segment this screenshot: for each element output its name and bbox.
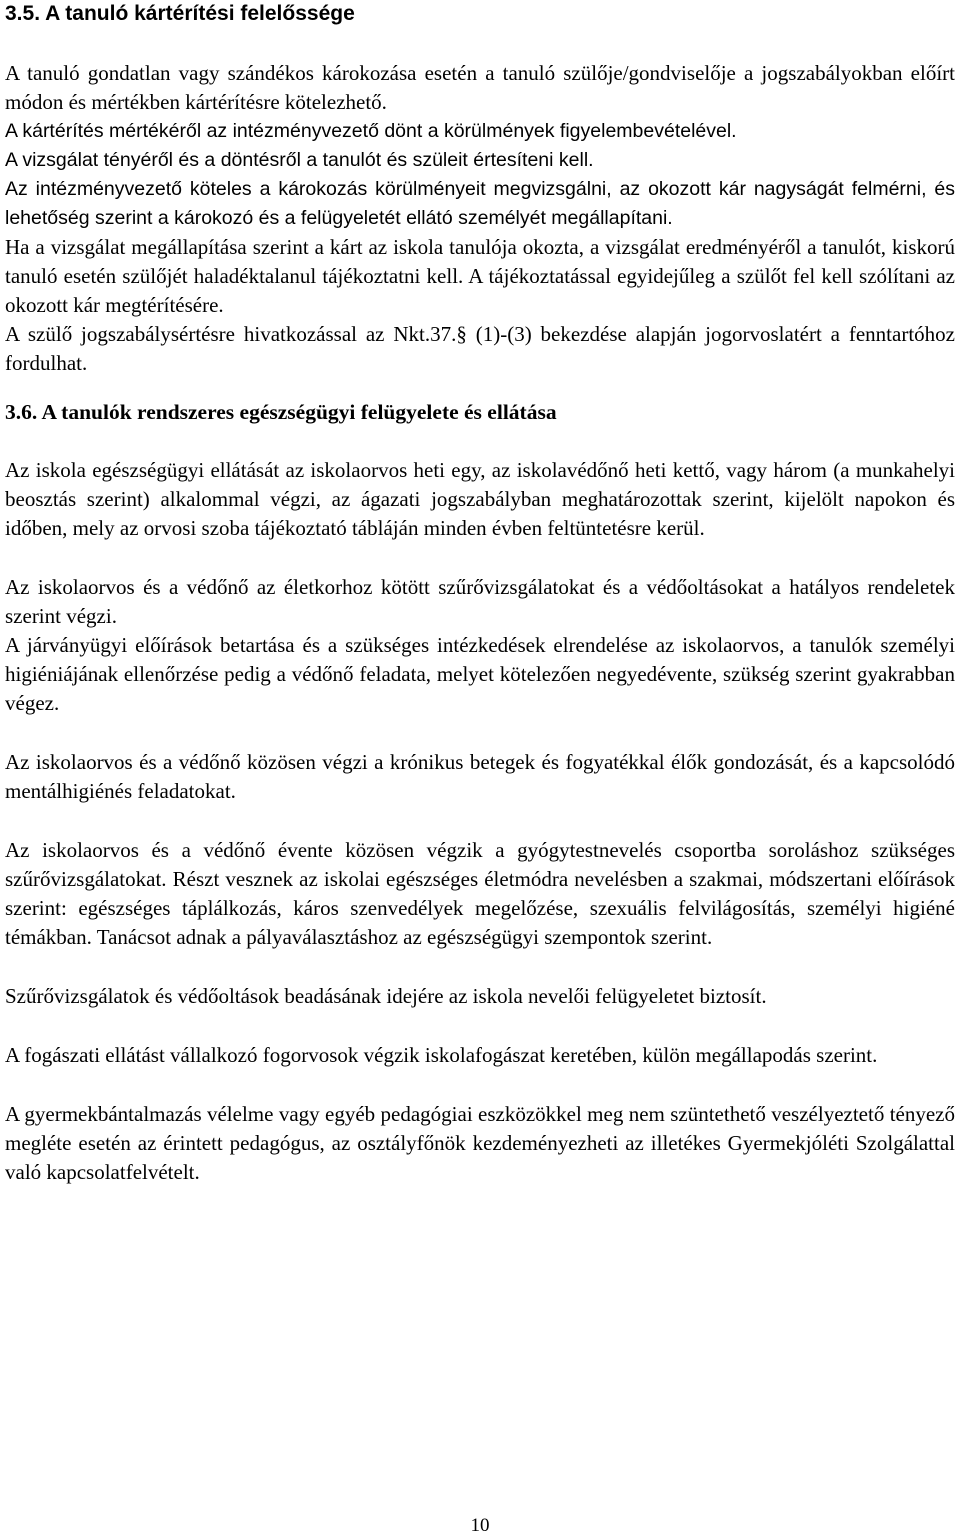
paragraph-chronic-care: Az iskolaorvos és a védőnő közösen végzi a krónikus betegek és fogyatékkal élők gondozását, és a kapcsolódó mentálhigiénés feladatokat.	[5, 750, 955, 803]
section-heading-3-6: 3.6. A tanulók rendszeres egészségügyi felügyelete és ellátása	[5, 400, 557, 424]
document-page	[5, 0, 955, 1187]
paragraph-child-protection: A gyermekbántalmazás vélelme vagy egyéb pedagógiai eszközökkel meg nem szüntethető veszélyeztető tényező megléte esetén az érintett pedagógus, az osztályfőnök kezdeményezheti az illetékes Gyermekjóléti Szolgálattal való kapcsolatfelvételt.	[5, 1102, 955, 1184]
paragraph-legal-remedy: A szülő jogszabálysértésre hivatkozással az Nkt.37.§ (1)-(3) bekezdése alapján jogorvoslatért a fenntartóhoz fordulhat.	[5, 322, 955, 375]
paragraph-notification: A vizsgálat tényéről és a döntésről a tanulót és szüleit értesíteni kell.	[5, 149, 594, 171]
paragraph-school-health-care: Az iskola egészségügyi ellátását az iskolaorvos heti egy, az iskolavédőnő heti kettő, vagy három (a munkahelyi beosztás szerint) alkalommal végzi, az ágazati jogszabályban meghatározottak szerint, kijelölt napokon és időben, mely az orvosi szoba tájékoztató tábláján minden évben feltüntetésre kerül.	[5, 458, 955, 540]
paragraph-investigation-result: Ha a vizsgálat megállapítása szerint a kárt az iskola tanulója okozta, a vizsgálat eredményéről a tanulót, kiskorú tanuló esetén szülőjét haladéktalanul tájékoztatni kell. A tájékoztatással egyidejűleg a szülőt fel kell szólítani az okozott kár megtérítésére.	[5, 235, 955, 317]
paragraph-dental-care: A fogászati ellátást vállalkozó fogorvosok végzik iskolafogászat keretében, külön megállapodás szerint.	[5, 1043, 878, 1067]
paragraph-epidemiology: A járványügyi előírások betartása és a szükséges intézkedések elrendelése az iskolaorvos, a tanulók személyi higiéniájának ellenőrzése pedig a védőnő feladata, melyet kötelezően negyedévente, szükség szerint gyakrabban végez.	[5, 633, 955, 715]
paragraph-supervision: Szűrővizsgálatok és védőoltások beadásának idejére az iskola nevelői felügyeletet biztosít.	[5, 984, 767, 1008]
paragraph-investigation: Az intézményvezető köteles a károkozás körülményeit megvizsgálni, az okozott kár nagyságát felmérni, és lehetőség szerint a károkozó és a felügyeletét ellátó személyét megállapítani.	[5, 178, 955, 229]
paragraph-damage-liability: A tanuló gondatlan vagy szándékos károkozása esetén a tanuló szülője/gondviselője a jogszabályokban előírt módon és mértékben kártérítésre kötelezhető.	[5, 61, 955, 114]
section-heading-3-5: 3.5. A tanuló kártérítési felelőssége	[5, 2, 355, 25]
paragraph-screenings: Az iskolaorvos és a védőnő az életkorhoz kötött szűrővizsgálatokat és a védőoltásokat a hatályos rendeletek szerint végzi.	[5, 575, 955, 628]
page-number: 10	[470, 1515, 490, 1536]
paragraph-health-education: Az iskolaorvos és a védőnő évente közösen végzik a gyógytestnevelés csoportba soroláshoz szükséges szűrővizsgálatokat. Részt vesznek az iskolai egészséges életmódra nevelésben a szakmai, módszertani előírások szerint: egészséges táplálkozás, káros szenvedélyek megelőzése, szexuális felvilágosítás, személyi higiéné témákban. Tanácsot adnak a pályaválasztáshoz az egészségügyi szempontok szerint.	[5, 838, 955, 949]
paragraph-compensation-decision: A kártérítés mértékéről az intézményvezető dönt a körülmények figyelembevételével.	[5, 120, 737, 142]
